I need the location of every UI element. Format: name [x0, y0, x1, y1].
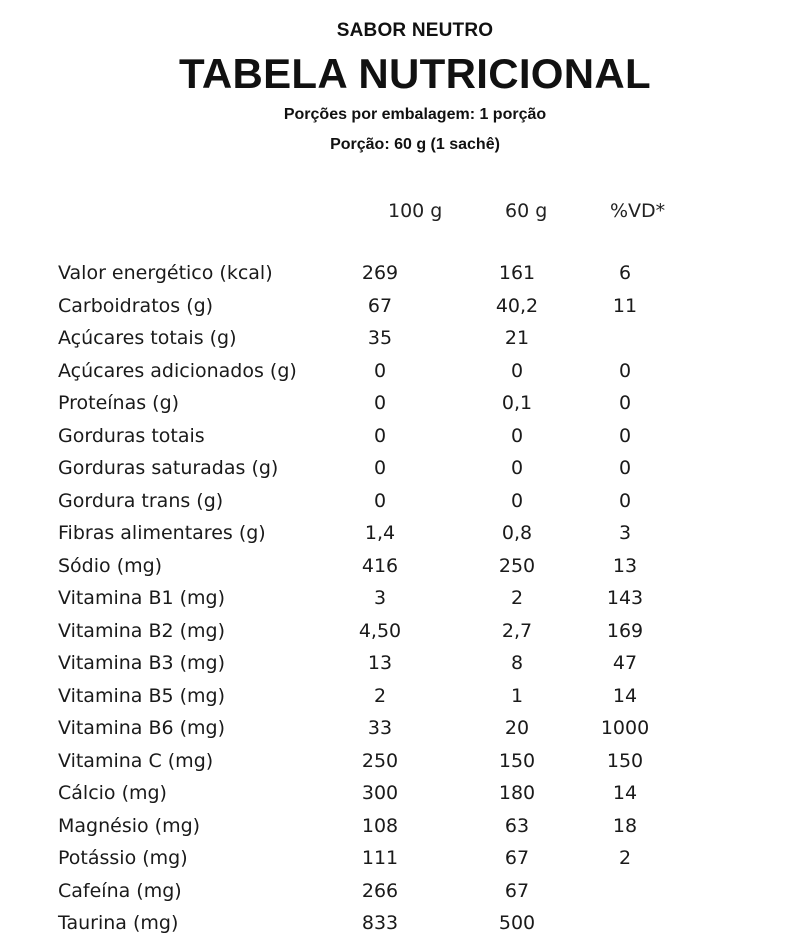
value-60g: 161 [498, 262, 536, 284]
value-100g: 266 [361, 879, 399, 902]
nutrient-label: Vitamina B3 (mg) [58, 652, 226, 674]
value-vd: 14 [612, 684, 638, 707]
value-60g: 150 [498, 749, 536, 772]
column-header-100g: 100 g [388, 200, 443, 222]
value-vd: 143 [606, 587, 644, 609]
value-vd: 169 [606, 619, 644, 642]
table-row [0, 582, 800, 615]
value-60g: 0 [510, 359, 524, 382]
nutrient-label: Carboidratos (g) [58, 294, 214, 317]
value-60g: 21 [504, 327, 530, 349]
nutrient-label: Vitamina C (mg) [58, 749, 214, 772]
value-100g: 67 [367, 294, 393, 317]
table-row [0, 257, 800, 290]
value-vd: 47 [612, 652, 638, 674]
table-row [0, 712, 800, 745]
table-row [0, 842, 800, 875]
value-vd: 0 [618, 489, 632, 512]
value-vd: 0 [618, 424, 632, 447]
value-vd: 0 [618, 392, 632, 414]
nutrient-label: Fibras alimentares (g) [58, 522, 266, 544]
value-60g: 180 [498, 782, 536, 804]
table-row [0, 290, 800, 323]
value-vd: 1000 [600, 717, 650, 739]
column-header-vd: %VD* [610, 200, 666, 222]
value-vd: 150 [606, 749, 644, 772]
value-100g: 250 [361, 749, 399, 772]
value-vd: 6 [618, 262, 632, 284]
value-60g: 1 [510, 684, 524, 707]
value-100g: 416 [361, 554, 399, 577]
value-100g: 111 [361, 847, 399, 869]
value-60g: 20 [504, 717, 530, 739]
table-row [0, 875, 800, 908]
table-row [0, 322, 800, 355]
nutrient-label: Taurina (mg) [58, 912, 179, 934]
table-row [0, 680, 800, 713]
nutrient-label: Vitamina B1 (mg) [58, 587, 226, 609]
table-row [0, 387, 800, 420]
value-vd: 18 [612, 814, 638, 837]
value-100g: 1,4 [364, 522, 396, 544]
portion-size: Porção: 60 g (1 sachê) [330, 136, 500, 153]
servings-per-package: Porções por embalagem: 1 porção [283, 106, 547, 123]
value-60g: 250 [498, 554, 536, 577]
column-header-60g: 60 g [505, 200, 548, 222]
value-100g: 35 [367, 327, 393, 349]
table-row [0, 452, 800, 485]
value-100g: 269 [361, 262, 399, 284]
value-60g: 2,7 [501, 619, 533, 642]
value-100g: 108 [361, 814, 399, 837]
value-100g: 0 [373, 457, 387, 479]
table-row [0, 550, 800, 583]
value-60g: 0,1 [501, 392, 533, 414]
value-vd: 2 [618, 847, 632, 869]
table-row [0, 355, 800, 388]
value-vd: 11 [612, 294, 638, 317]
value-60g: 67 [504, 879, 530, 902]
table-row [0, 485, 800, 518]
nutrient-label: Magnésio (mg) [58, 814, 201, 837]
nutrient-label: Açúcares adicionados (g) [58, 359, 297, 382]
value-100g: 0 [373, 489, 387, 512]
page-title: TABELA NUTRICIONAL [178, 50, 651, 97]
nutrient-label: Proteínas (g) [58, 392, 180, 414]
table-row [0, 517, 800, 550]
value-vd: 3 [618, 522, 632, 544]
value-60g: 63 [504, 814, 530, 837]
nutrient-label: Vitamina B5 (mg) [58, 684, 226, 707]
value-60g: 0 [510, 489, 524, 512]
value-60g: 2 [510, 587, 524, 609]
value-100g: 0 [373, 392, 387, 414]
nutrient-label: Sódio (mg) [58, 554, 163, 577]
table-row [0, 615, 800, 648]
nutrient-label: Potássio (mg) [58, 847, 188, 869]
value-60g: 40,2 [495, 294, 539, 317]
nutrient-label: Gorduras totais [58, 424, 205, 447]
value-60g: 0,8 [501, 522, 533, 544]
value-60g: 500 [498, 912, 536, 934]
value-60g: 67 [504, 847, 530, 869]
nutrient-label: Vitamina B6 (mg) [58, 717, 226, 739]
table-row [0, 420, 800, 453]
value-100g: 300 [361, 782, 399, 804]
nutrition-table [0, 257, 800, 940]
value-100g: 2 [373, 684, 387, 707]
value-100g: 13 [367, 652, 393, 674]
nutrient-label: Valor energético (kcal) [58, 262, 273, 284]
table-row [0, 647, 800, 680]
value-60g: 8 [510, 652, 524, 674]
table-row [0, 745, 800, 778]
value-vd: 0 [618, 359, 632, 382]
table-row [0, 777, 800, 810]
value-vd: 13 [612, 554, 638, 577]
value-60g: 0 [510, 457, 524, 479]
nutrient-label: Cafeína (mg) [58, 879, 182, 902]
nutrient-label: Vitamina B2 (mg) [58, 619, 226, 642]
value-100g: 0 [373, 424, 387, 447]
nutrient-label: Gordura trans (g) [58, 489, 224, 512]
nutrient-label: Gorduras saturadas (g) [58, 457, 279, 479]
value-100g: 33 [367, 717, 393, 739]
value-vd: 0 [618, 457, 632, 479]
value-100g: 833 [361, 912, 399, 934]
value-vd: 14 [612, 782, 638, 804]
nutrient-label: Cálcio (mg) [58, 782, 167, 804]
table-row [0, 810, 800, 843]
value-100g: 4,50 [358, 619, 402, 642]
value-100g: 0 [373, 359, 387, 382]
value-60g: 0 [510, 424, 524, 447]
table-row [0, 907, 800, 940]
nutrient-label: Açúcares totais (g) [58, 327, 237, 349]
value-100g: 3 [373, 587, 387, 609]
flavor-label: SABOR NEUTRO [336, 20, 494, 41]
